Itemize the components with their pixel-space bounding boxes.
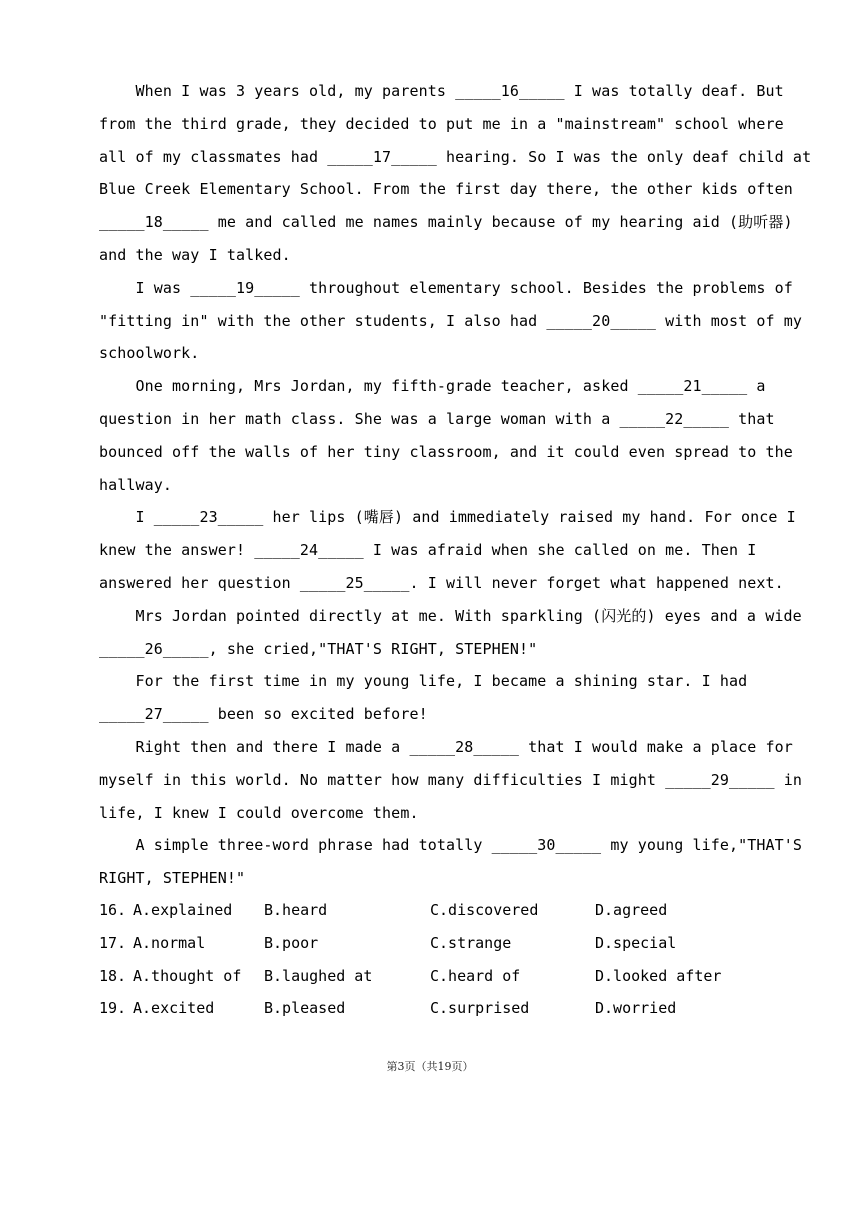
answer-options — [99, 894, 761, 1025]
question-number: 16. — [99, 901, 127, 919]
option-c: C.surprised — [430, 999, 530, 1018]
option-b: B.laughed at — [264, 966, 373, 985]
option-row — [99, 960, 761, 993]
option-d: D.agreed — [595, 901, 668, 919]
passage-line: One morning, Mrs Jordan, my fifth-grade teacher, asked _____21_____ a — [99, 377, 766, 396]
question-number: 17. — [99, 933, 127, 952]
option-a: A.normal — [133, 933, 206, 952]
passage-line: from the third grade, they decided to put me in a "mainstream" school where — [99, 114, 784, 133]
passage-line: schoolwork. — [99, 344, 200, 363]
passage-line: life, I knew I could overcome them. — [99, 803, 419, 822]
cloze-passage — [99, 75, 812, 895]
option-b: B.poor — [264, 933, 319, 952]
option-row — [99, 894, 761, 927]
passage-line: bounced off the walls of her tiny classroom, and it could even spread to the — [99, 442, 793, 461]
option-c: C.discovered — [430, 901, 539, 919]
option-row — [99, 927, 761, 960]
option-a: A.explained — [133, 901, 233, 919]
passage-line: answered her question _____25_____. I will never forget what happened next. — [99, 573, 784, 592]
passage-line: Mrs Jordan pointed directly at me. With sparkling (闪光的) eyes and a wide — [99, 606, 802, 625]
passage-line: knew the answer! _____24_____ I was afraid when she called on me. Then I — [99, 541, 757, 560]
passage-line: For the first time in my young life, I became a shining star. I had — [99, 672, 748, 691]
passage-line: and the way I talked. — [99, 245, 291, 264]
passage-line: When I was 3 years old, my parents _____16_____ I was totally deaf. But — [99, 82, 784, 100]
passage-line: question in her math class. She was a large woman with a _____22_____ that — [99, 409, 775, 428]
passage-line: all of my classmates had _____17_____ hearing. So I was the only deaf child at — [99, 147, 812, 166]
passage-line: A simple three-word phrase had totally _____30_____ my young life,"THAT'S — [99, 836, 803, 855]
option-a: A.excited — [133, 999, 215, 1018]
option-d: D.looked after — [595, 966, 722, 985]
option-a: A.thought of — [133, 966, 242, 985]
option-d: D.special — [595, 933, 677, 952]
question-number: 18. — [99, 966, 127, 985]
passage-line: _____26_____, she cried,"THAT'S RIGHT, STEPHEN!" — [99, 639, 538, 658]
passage-line: myself in this world. No matter how many difficulties I might _____29_____ in — [99, 770, 803, 789]
passage-line: Blue Creek Elementary School. From the first day there, the other kids often — [99, 180, 793, 199]
option-b: B.pleased — [264, 999, 346, 1018]
passage-line: I was _____19_____ throughout elementary school. Besides the problems of — [99, 278, 793, 297]
passage-line: I _____23_____ her lips (嘴唇) and immediately raised my hand. For once I — [99, 508, 796, 527]
passage-line: "fitting in" with the other students, I also had _____20_____ with most of my — [99, 311, 803, 330]
option-d: D.worried — [595, 999, 677, 1018]
passage-line: hallway. — [99, 475, 173, 494]
passage-line: _____18_____ me and called me names mainly because of my hearing aid (助听器) — [99, 213, 793, 232]
question-number: 19. — [99, 999, 127, 1018]
option-c: C.strange — [430, 933, 512, 952]
passage-line: _____27_____ been so excited before! — [99, 705, 428, 724]
option-row — [99, 992, 761, 1025]
option-b: B.heard — [264, 901, 328, 919]
passage-line: Right then and there I made a _____28_____ that I would make a place for — [99, 737, 793, 756]
page-footer: 第3页（共19页） — [386, 1060, 474, 1073]
option-c: C.heard of — [430, 966, 521, 985]
passage-line: RIGHT, STEPHEN!" — [99, 869, 246, 888]
